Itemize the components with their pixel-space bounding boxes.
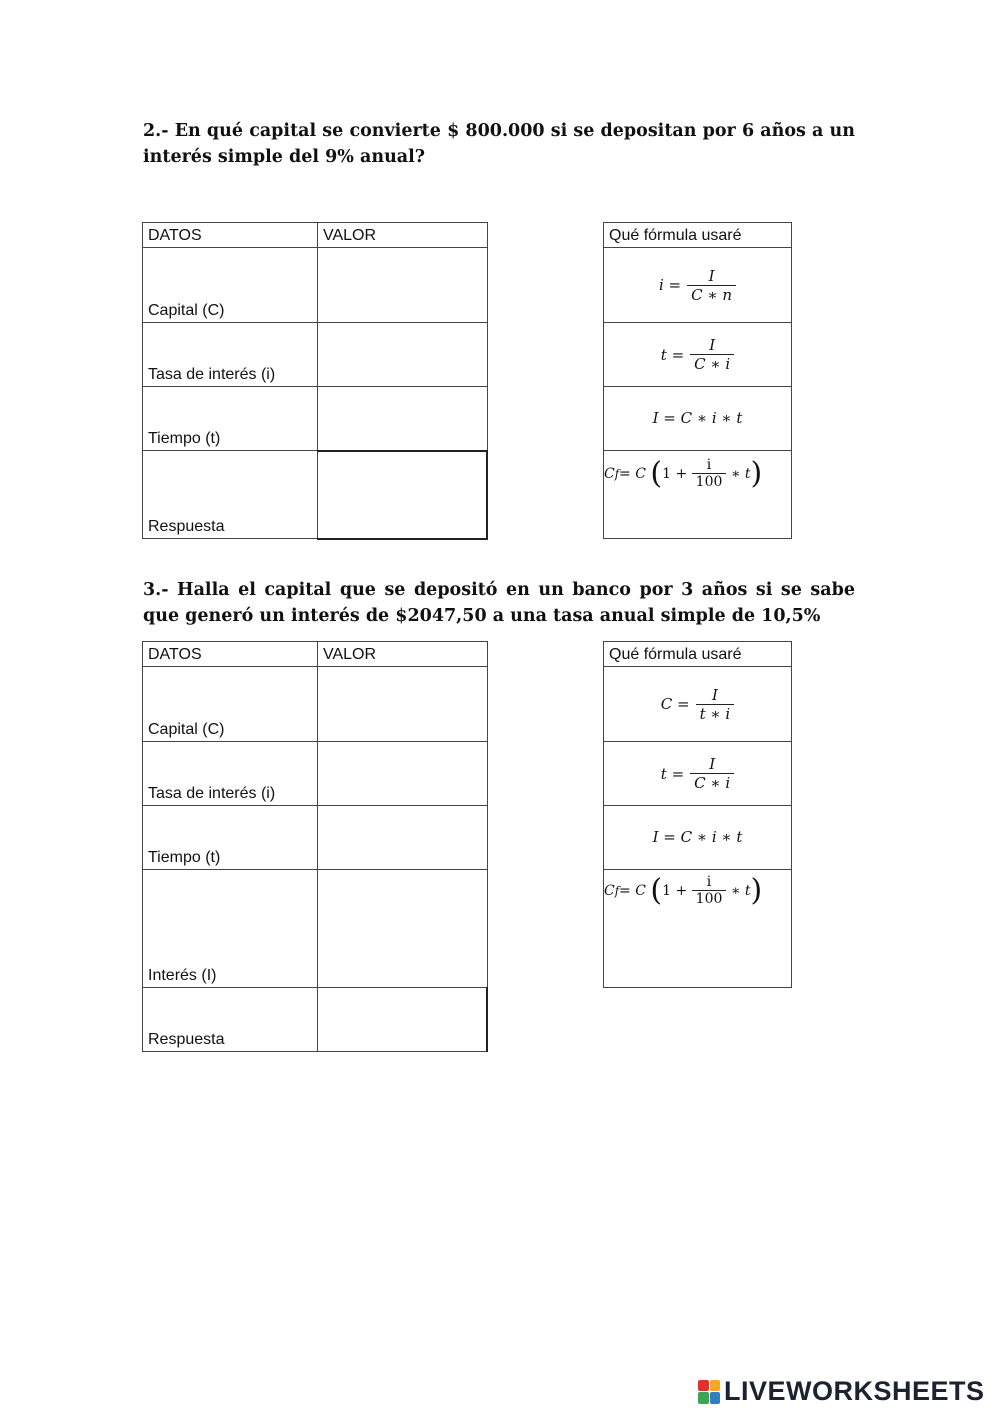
q2-row-label-tiempo: Tiempo (t)	[143, 387, 318, 451]
q2-row-label-tasa: Tasa de interés (i)	[143, 323, 318, 387]
q2-data-table	[142, 222, 488, 540]
q2-row-label-respuesta: Respuesta	[143, 451, 318, 539]
q3-header-valor: VALOR	[318, 642, 488, 667]
q3-row-label-interes: Interés (I)	[143, 870, 318, 988]
q3-row-label-respuesta: Respuesta	[143, 988, 318, 1052]
q3-formula-2: t = $\frac{I}{C ∗ i}$	[604, 742, 792, 806]
q2-value-capital-input[interactable]	[318, 248, 488, 323]
q3-value-tasa-input[interactable]	[318, 742, 488, 806]
q3-formula-table	[603, 641, 792, 988]
liveworksheets-wordmark: LIVEWORKSHEETS	[724, 1376, 985, 1406]
q2-formula-1: i = $\frac{I}{C ∗ n}$	[604, 248, 792, 323]
q3-formula-1: C = $\frac{I}{t ∗ i}$	[604, 667, 792, 742]
q3-formula-4: C f = C ( 1 + $\frac{i}{100}$ ∗ t )	[604, 870, 792, 988]
q3-formula-header: Qué fórmula usaré	[604, 642, 792, 667]
q2-formula-header: Qué fórmula usaré	[604, 223, 792, 248]
q2-formula-3: I = C ∗ i ∗ t	[604, 387, 792, 451]
q2-header-valor: VALOR	[318, 223, 488, 248]
q3-formula-3: I = C ∗ i ∗ t	[604, 806, 792, 870]
q3-header-datos: DATOS	[143, 642, 318, 667]
q3-value-capital-input[interactable]	[318, 667, 488, 742]
liveworksheets-logo	[698, 1376, 985, 1407]
q2-value-respuesta-input[interactable]	[318, 451, 488, 539]
q2-value-tiempo-input[interactable]	[318, 387, 488, 451]
q3-value-respuesta-input[interactable]	[318, 988, 488, 1052]
q2-value-tasa-input[interactable]	[318, 323, 488, 387]
q2-header-datos: DATOS	[143, 223, 318, 248]
question-3-text: 3.- Halla el capital que se depositó en un banco por 3 años si se sabe que generó un interés de $2047,50 a una tasa anual simple de 10,5%	[143, 580, 855, 626]
q3-row-label-tasa: Tasa de interés (i)	[143, 742, 318, 806]
q3-row-label-capital: Capital (C)	[143, 667, 318, 742]
q2-formula-table	[603, 222, 792, 539]
q2-formula-4: C f = C ( 1 + $\frac{i}{100}$ ∗ t )	[604, 451, 792, 539]
q3-value-interes-input[interactable]	[318, 870, 488, 988]
q2-formula-2: t = $\frac{I}{C ∗ i}$	[604, 323, 792, 387]
q3-data-table	[142, 641, 488, 1052]
q3-value-tiempo-input[interactable]	[318, 806, 488, 870]
liveworksheets-logo-icon	[698, 1380, 720, 1404]
q3-row-label-tiempo: Tiempo (t)	[143, 806, 318, 870]
q2-row-label-capital: Capital (C)	[143, 248, 318, 323]
question-2-text: 2.- En qué capital se convierte $ 800.000 si se depositan por 6 años a un interés simple del 9% anual?	[143, 121, 855, 167]
